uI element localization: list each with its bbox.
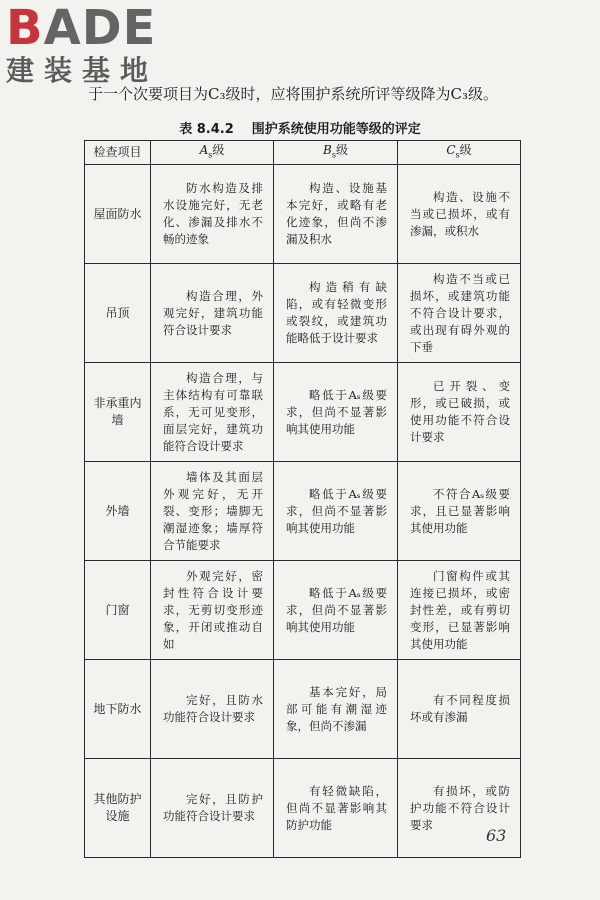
- row-grade-a-desc: 防水构造及排水设施完好，无老化、渗漏及排水不畅的迹象: [151, 165, 274, 264]
- row-grade-a-desc: 构造合理，与主体结构有可靠联系，无可见变形，面层完好，建筑功能符合设计要求: [151, 363, 274, 462]
- row-grade-c-desc: 有不同程度损坏或有渗漏: [398, 660, 521, 759]
- row-grade-c-desc: 不符合Aₛ级要求，且已显著影响其使用功能: [398, 462, 521, 561]
- row-grade-b-desc: 略低于Aₛ级要求，但尚不显著影响其使用功能: [274, 462, 398, 561]
- page-number: 63: [486, 826, 507, 845]
- header-grade-b-sub: s: [331, 150, 336, 160]
- row-grade-b-desc: 构造稍有缺陷，或有轻微变形或裂纹，或建筑功能略低于设计要求: [274, 264, 398, 363]
- logo-subtitle: 建装基地: [6, 54, 159, 87]
- logo-brand-rest: ADE: [43, 0, 157, 56]
- table-row: [85, 264, 521, 363]
- logo-brand: [6, 0, 181, 56]
- header-grade-a-letter: A: [199, 143, 209, 157]
- row-grade-c-desc: 门窗构件或其连接已损坏，或密封性差，或有剪切变形，已显著影响其使用功能: [398, 561, 521, 660]
- table-header-row: [85, 141, 521, 165]
- intro-paragraph: 于一个次要项目为C₃级时，应将围护系统所评等级降为C₃级。: [88, 85, 498, 103]
- row-item-label: 非承重内墙: [85, 363, 151, 462]
- evaluation-table: [84, 140, 521, 858]
- header-grade-c-letter: C: [446, 143, 456, 157]
- header-grade-b: [274, 141, 398, 165]
- table-row: [85, 363, 521, 462]
- table-title: 围护系统使用功能等级的评定: [251, 122, 421, 137]
- row-grade-c-desc: 已开裂、变形，或已破损，或使用功能不符合设计要求: [398, 363, 521, 462]
- table-row: [85, 462, 521, 561]
- row-grade-b-desc: 有轻微缺陷，但尚不显著影响其防护功能: [274, 759, 398, 858]
- row-grade-a-desc: 完好，且防护功能符合设计要求: [151, 759, 274, 858]
- header-grade-b-letter: B: [323, 143, 332, 157]
- logo-brand-accent: B: [6, 0, 44, 56]
- table-row: [85, 165, 521, 264]
- header-grade-a: [151, 141, 274, 165]
- header-check-item: 检查项目: [85, 141, 151, 165]
- header-grade-b-suffix: 级: [335, 143, 348, 157]
- row-grade-a-desc: 外观完好，密封性符合设计要求，无剪切变形迹象，开闭或推动自如: [151, 561, 274, 660]
- header-grade-a-sub: s: [208, 150, 213, 160]
- row-grade-a-desc: 构造合理，外观完好，建筑功能符合设计要求: [151, 264, 274, 363]
- row-item-label: 门窗: [85, 561, 151, 660]
- row-grade-b-desc: 略低于Aₛ级要求，但尚不显著影响其使用功能: [274, 363, 398, 462]
- header-grade-c-suffix: 级: [459, 143, 472, 157]
- row-grade-b-desc: 基本完好，局部可能有潮湿迹象，但尚不渗漏: [274, 660, 398, 759]
- table-row: [85, 660, 521, 759]
- table-number: 表 8.4.2: [179, 122, 234, 137]
- row-item-label: 地下防水: [85, 660, 151, 759]
- row-grade-c-desc: 有损坏，或防护功能不符合设计要求: [398, 759, 521, 858]
- header-grade-a-suffix: 级: [212, 143, 225, 157]
- row-grade-c-desc: 构造、设施不当或已损坏，或有渗漏，或积水: [398, 165, 521, 264]
- table-row: [85, 759, 521, 858]
- row-grade-c-desc: 构造不当或已损坏，或建筑功能不符合设计要求，或出现有碍外观的下垂: [398, 264, 521, 363]
- row-grade-b-desc: 构造、设施基本完好，或略有老化迹象，但尚不渗漏及积水: [274, 165, 398, 264]
- row-grade-b-desc: 略低于Aₛ级要求，但尚不显著影响其使用功能: [274, 561, 398, 660]
- table-caption: [0, 118, 600, 137]
- row-grade-a-desc: 完好，且防水功能符合设计要求: [151, 660, 274, 759]
- row-item-label: 吊顶: [85, 264, 151, 363]
- table-row: [85, 561, 521, 660]
- row-item-label: 外墙: [85, 462, 151, 561]
- header-grade-c-sub: s: [455, 150, 460, 160]
- row-item-label: 其他防护设施: [85, 759, 151, 858]
- row-item-label: 屋面防水: [85, 165, 151, 264]
- watermark-logo: [6, 0, 181, 96]
- header-grade-c: [398, 141, 521, 165]
- row-grade-a-desc: 墙体及其面层外观完好，无开裂、变形；墙脚无潮湿迹象；墙厚符合节能要求: [151, 462, 274, 561]
